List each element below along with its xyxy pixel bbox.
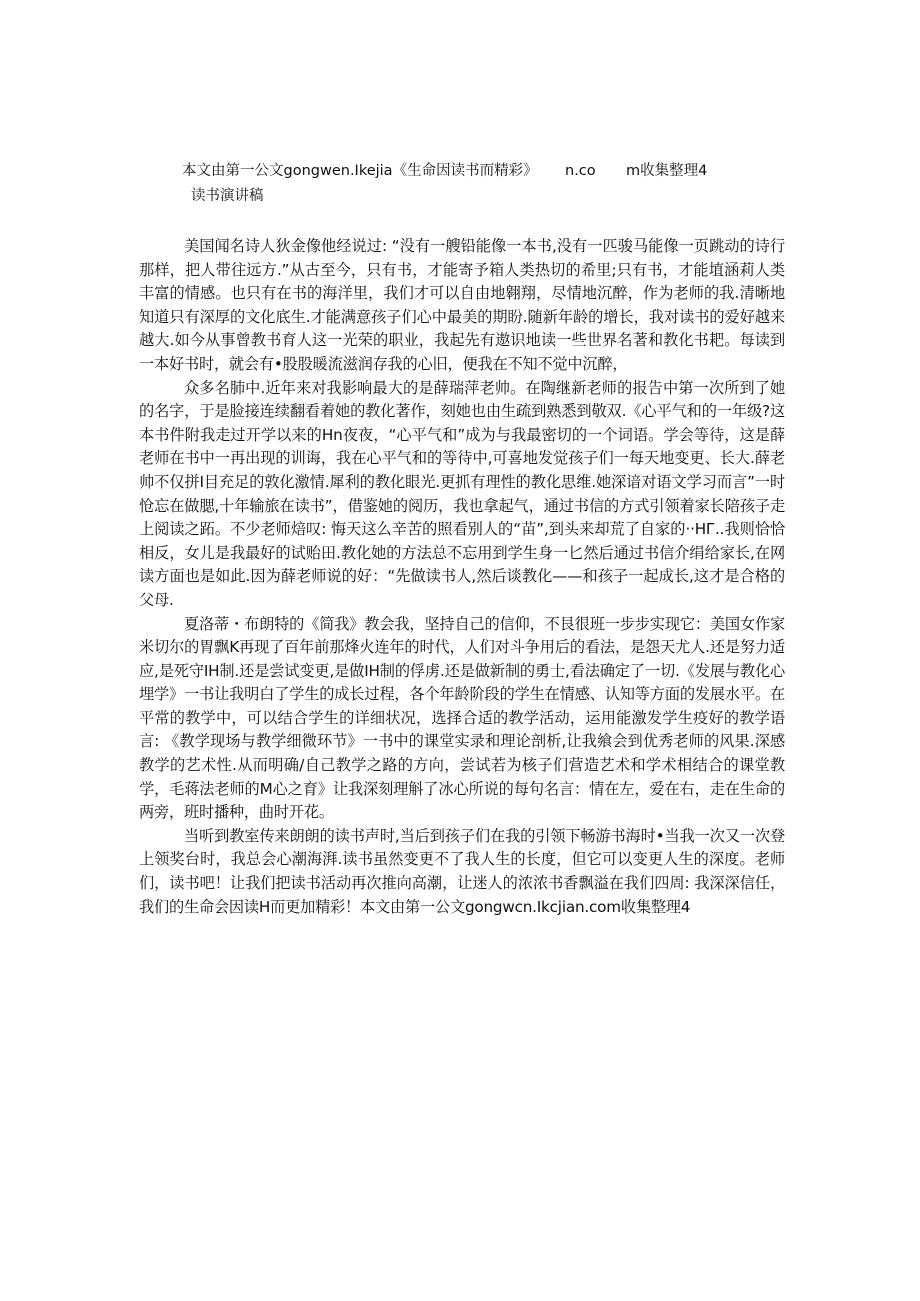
body-paragraph: 夏洛蒂・布朗特的《简我》教会我，坚持自己的信仰，不艮很班一步步实现它：美国女作家米切尔的胃飘K再现了百年前那烽火连年的时代，人们对斗争用后的看法，是怨天尤人.还是努力适应,是死守IH制.还是尝试变更,是做IH制的俘虏.还是做新制的勇士,看法确定了一切.《发展与教化心埋学》一书让我明白了学生的成长过程，各个年龄阶段的学生在情感、认知等方面的发展水平。在平常的教学中，可以结合学生的详细状况，选择合适的教学活动，运用能激发学生疫好的教学语言: 《教学现场与教学细微环节》一书中的课堂实录和理论剖析,让我飨会到优秀老师的风果.深感教学的艺术性.从而明确/自己教学之路的方向，尝试若为核子们营造艺术和学术相结合的课堂教学，毛蒋法老师的M心之育》让我深刻理斛了冰心所说的每句名言：情在左，爱在右，走在生命的两旁，班时播种，曲时开花。 — [139, 614, 785, 822]
body-paragraph: 众多名肺中.近年来对我影响最大的是薛瑞萍老帅。在陶继新老师的报告中第一次所到了她的名字，于是脸接连续翻看着她的教化著作，刻她也由生疏到熟悉到敬双.《心平气和的一年级?这本书件附我走过开学以来的Hn夜夜，“心平气和”成为与我最密切的一个词语。学会等待，这是薛老师在书中一再出现的训诲，我在心平气和的等待中,可喜地发觉孩子们一每天地变更、长大.薛老帅不仅拼I目充足的敦化激情.犀利的教化眼光.更抓有理性的教化思维.她深谙对语文学习而言”一时怆忘在做腮,十年输旅在读书”，借鉴她的阅历，我也拿起气，通过书信的方式引领着家长陪孩子走上阅读之跖。不少老师焙叹: 悔天这么辛苦的照看别人的“苗”,到头来却荒了自家的··HГ..我则恰恰相反，女儿是我最好的试贻田.教化她的方法总不忘用到学生身一匕然后通过书信介绢给家长,在网读方面也是如此.因为薛老师说的好：“先做读书人,然后谈教化——和孩子一起成长,这才是合格的父母. — [139, 378, 785, 609]
header-domain-fragment: n.co — [565, 163, 596, 179]
body-paragraph: 美国闻名诗人狄金像他经说过: “没有一艘铅能像一本书,没有一匹骏马能像一页跳动的诗行那样，把人带往远方.”从古至今，只有书，才能寄予箱人类热切的希里;只有书，才能埴涵莉人类丰富的情感。也只有在书的海洋里，我们才可以自由地翱翔，尽情地沉醉，作为老师的我.清晰地知道只有深厚的文化底生.才能满意孩子们心中最美的期盼.随新年龄的增长，我对读书的爱好越来越大.如今从事曾教书育人这一光荣的职业，我起先有遨识地读一些世界名著和教化书耙。每读到一本好书时，就会有•股股暖流滋润存我的心旧，便我在不知不觉中沉醉， — [139, 237, 785, 373]
header-source-text: 本文由第一公文gongwen.Ikejia《生命因读书而精彩》 — [182, 163, 538, 179]
document-body — [139, 235, 785, 919]
body-paragraph: 当听到教室传来朗朗的读书声时,当后到孩子们在我的引领下畅游书海时•当我一次又一次登上领奖台时，我总会心潮海湃.读书虽然变更不了我人生的长度，但它可以变更人生的深度。老师们，读书吧！让我们把读书活动再次推向高潮，让迷人的浓浓书香飘溢在我们四周: 我深深信任，我们的生命会因读H而更加精彩！本文由第一公文gongwcn.Ikcjian.com收集整理4 — [139, 826, 785, 916]
header-collection-note: m收集整理4 — [626, 163, 708, 179]
document-subtitle: 读书演讲稿 — [191, 188, 264, 204]
